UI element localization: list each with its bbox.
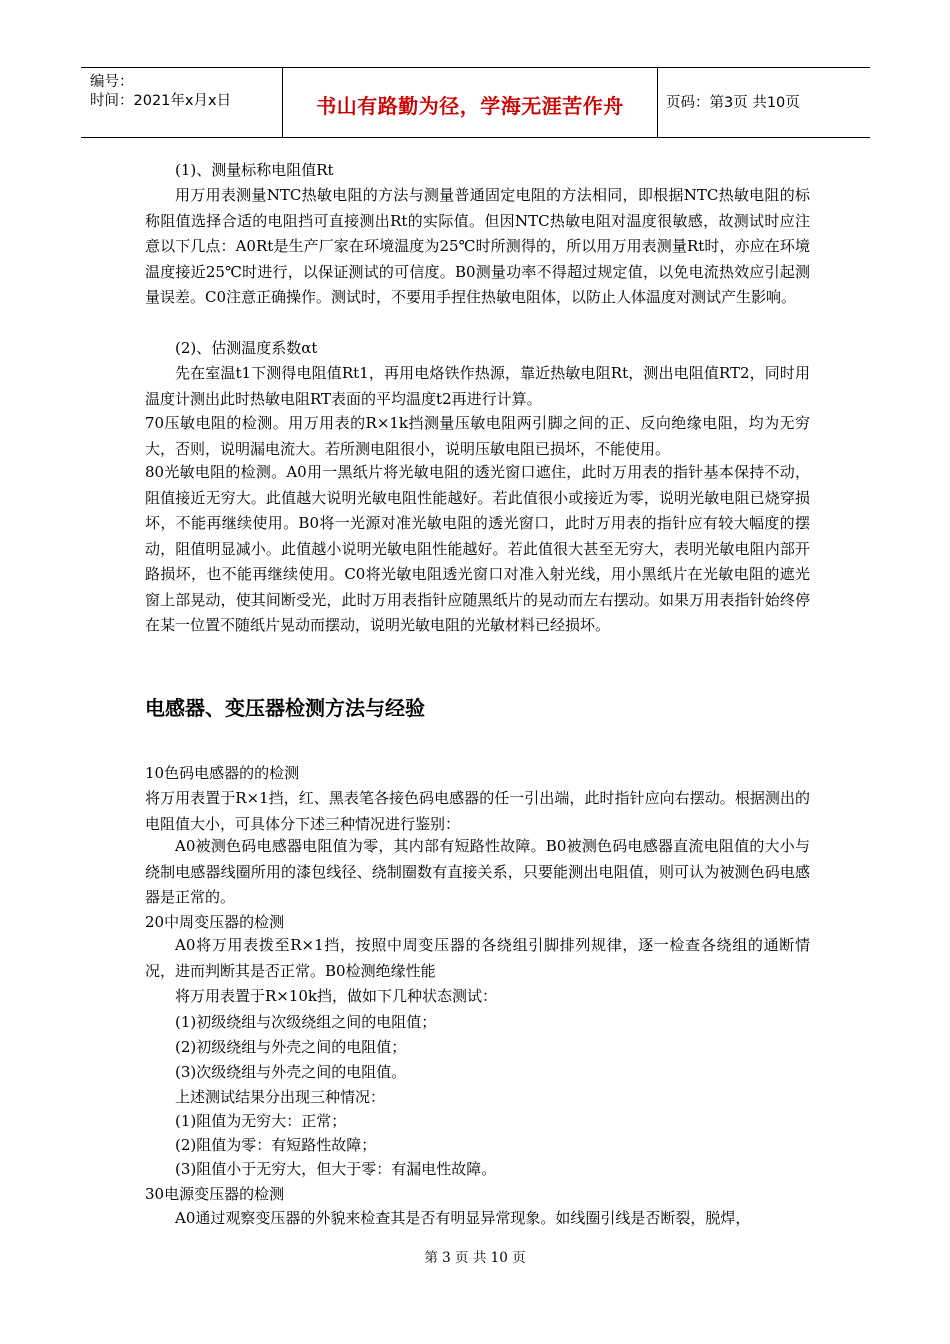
header-motto: 书山有路勤为径，学海无涯苦作舟 bbox=[316, 94, 624, 118]
paragraph: 20中周变压器的检测 bbox=[145, 913, 285, 931]
paragraph: 30电源变压器的检测 bbox=[145, 1185, 285, 1203]
header-middle-cell bbox=[283, 68, 658, 137]
paragraph: (2)、估测温度系数αt bbox=[175, 339, 318, 357]
paragraph: 上述测试结果分出现三种情况： bbox=[175, 1088, 386, 1106]
document-date-label: 时间：2021年x月x日 bbox=[90, 93, 232, 109]
paragraph: A0被测色码电感器电阻值为零，其内部有短路性故障。B0被测色码电感器直流电阻值的大小与绕制电感器线圈所用的漆包线径、绕制圈数有直接关系，只要能测出电阻值，则可认为被测色码电感器是正常的。 bbox=[145, 837, 810, 906]
paragraph: 将万用表置于R×1挡，红、黑表笔各接色码电感器的任一引出端，此时指针应向右摆动。根据测出的电阻值大小，可具体分下述三种情况进行鉴别： bbox=[145, 789, 810, 833]
paragraph: 70压敏电阻的检测。用万用表的R×1k挡测量压敏电阻两引脚之间的正、反向绝缘电阻，均为无穷大，否则，说明漏电流大。若所测电阻很小，说明压敏电阻已损坏，不能使用。 bbox=[145, 414, 810, 458]
header-right-cell bbox=[658, 68, 870, 137]
paragraph: 10色码电感器的的检测 bbox=[145, 764, 300, 782]
paragraph: 用万用表测量NTC热敏电阻的方法与测量普通固定电阻的方法相同，即根据NTC热敏电阻的标称阻值选择合适的电阻挡可直接测出Rt的实际值。但因NTC热敏电阻对温度很敏感，故测试时应注意以下几点：A0Rt是生产厂家在环境温度为25℃时所测得的，所以用万用表测量Rt时，亦应在环境温度接近25℃时进行，以保证测试的可信度。B0测量功率不得超过规定值，以免电流热效应引起测量误差。C0注意正确操作。测试时，不要用手捏住热敏电阻体，以防止人体温度对测试产生影响。 bbox=[145, 186, 810, 306]
list-item: (1)阻值为无穷大：正常； bbox=[175, 1112, 347, 1130]
list-item: (1)初级绕组与次级绕组之间的电阻值； bbox=[175, 1013, 437, 1031]
header-left-cell bbox=[81, 68, 283, 137]
paragraph: 将万用表置于R×10k挡，做如下几种状态测试： bbox=[175, 987, 498, 1005]
list-item: (2)初级绕组与外壳之间的电阻值； bbox=[175, 1038, 407, 1056]
list-item: (3)次级绕组与外壳之间的电阻值。 bbox=[175, 1063, 407, 1081]
list-item: (3)阻值小于无穷大，但大于零：有漏电性故障。 bbox=[175, 1160, 497, 1178]
paragraph: (1)、测量标称电阻值Rt bbox=[175, 161, 334, 179]
header-page-label: 页码：第3页 共10页 bbox=[666, 95, 800, 111]
list-item: (2)阻值为零：有短路性故障； bbox=[175, 1136, 377, 1154]
document-number-label: 编号： bbox=[90, 74, 134, 90]
page-header bbox=[81, 67, 870, 138]
paragraph: 80光敏电阻的检测。A0用一黑纸片将光敏电阻的透光窗口遮住，此时万用表的指针基本保持不动，阻值接近无穷大。此值越大说明光敏电阻性能越好。若此值很小或接近为零，说明光敏电阻已烧穿损坏，不能再继续使用。B0将一光源对准光敏电阻的透光窗口，此时万用表的指针应有较大幅度的摆动，阻值明显减小。此值越小说明光敏电阻性能越好。若此值很大甚至无穷大，表明光敏电阻内部开路损坏，也不能再继续使用。C0将光敏电阻透光窗口对准入射光线，用小黑纸片在光敏电阻的遮光窗上部晃动，使其间断受光，此时万用表指针应随黑纸片的晃动而左右摆动。如果万用表指针始终停在某一位置不随纸片晃动而摆动，说明光敏电阻的光敏材料已经损坏。 bbox=[145, 463, 810, 634]
paragraph: A0通过观察变压器的外貌来检查其是否有明显异常现象。如线圈引线是否断裂，脱焊， bbox=[175, 1209, 751, 1227]
section-title: 电感器、变压器检测方法与经验 bbox=[145, 696, 425, 720]
paragraph: 先在室温t1下测得电阻值Rt1，再用电烙铁作热源，靠近热敏电阻Rt，测出电阻值RT2，同时用温度计测出此时热敏电阻RT表面的平均温度t2再进行计算。 bbox=[145, 364, 810, 408]
paragraph: A0将万用表拨至R×1挡，按照中周变压器的各绕组引脚排列规律，逐一检查各绕组的通断情况，进而判断其是否正常。B0检测绝缘性能 bbox=[145, 936, 810, 980]
page-footer: 第 3 页 共 10 页 bbox=[424, 1250, 526, 1266]
